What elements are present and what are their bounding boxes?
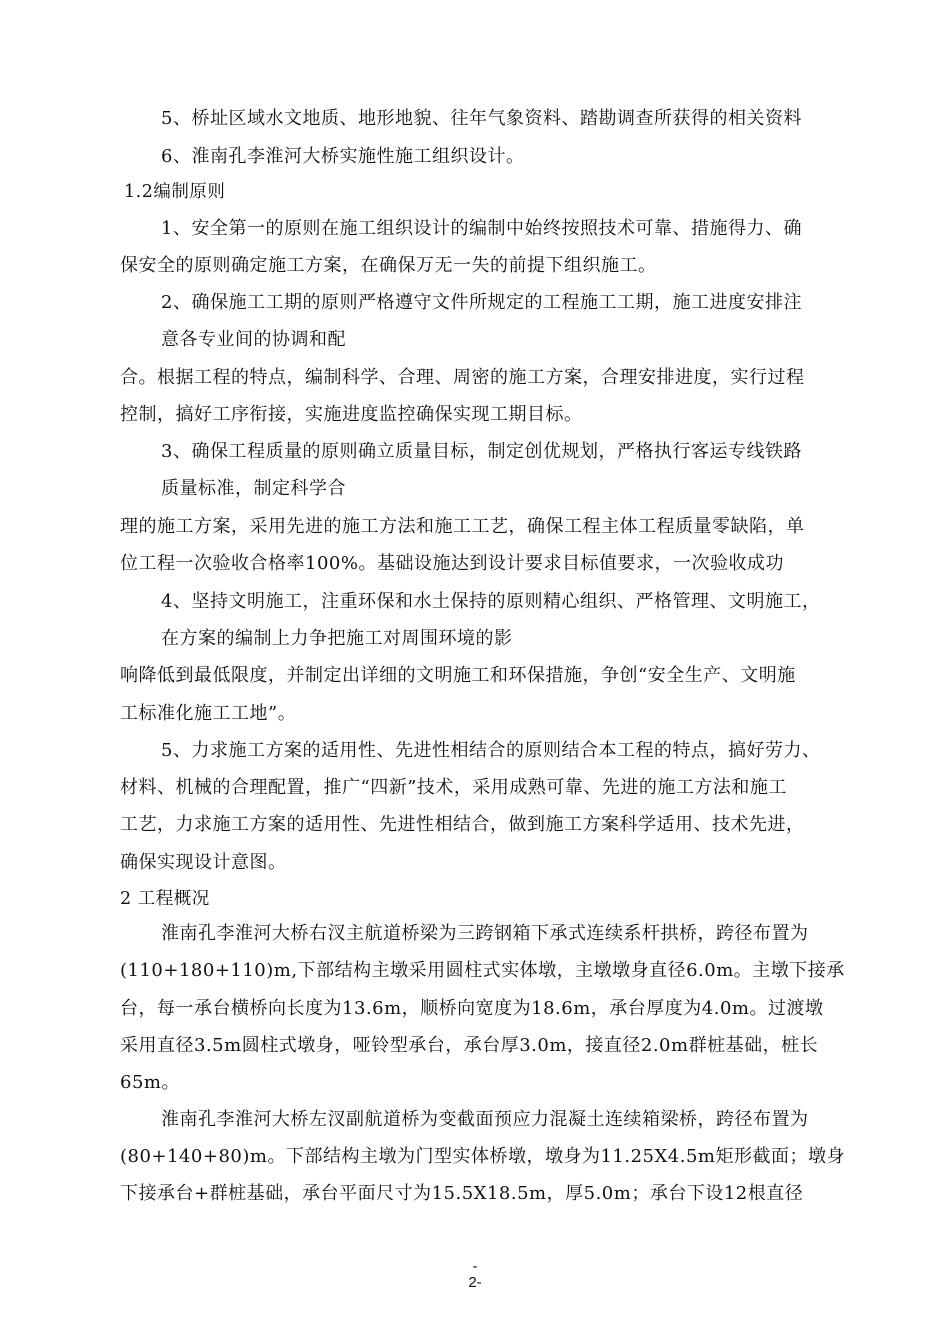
text-line: 5、桥址区域水文地质、地形地貌、往年气象资料、踏勘调查所获得的相关资料 xyxy=(161,108,802,129)
text-line: 淮南孔李淮河大桥右汊主航道桥梁为三跨钢箱下承式连续系杆拱桥，跨径布置为 xyxy=(161,923,809,944)
text-line: 质量标准，制定科学合 xyxy=(161,478,346,499)
text-line: 材料、机械的合理配置，推广“四新”技术，采用成熟可靠、先进的施工方法和施工 xyxy=(120,777,787,798)
text-line: (80+140+80)m。下部结构主墩为门型实体桥墩，墩身为11.25X4.5m矩形截面；墩身 xyxy=(120,1146,845,1167)
section-heading: 2 工程概况 xyxy=(120,889,210,909)
text-line: 2、确保施工工期的原则严格遵守文件所规定的工程施工工期，施工进度安排注 xyxy=(161,292,802,313)
text-line: 理的施工方案，采用先进的施工方法和施工工艺，确保工程主体工程质量零缺陷，单 xyxy=(120,516,805,537)
text-line: 响降低到最低限度，并制定出详细的文明施工和环保措施，争创“安全生产、文明施 xyxy=(120,665,796,686)
text-line: 台，每一承台横桥向长度为13.6m，顺桥向宽度为18.6m，承台厚度为4.0m。过渡墩 xyxy=(120,998,824,1019)
page-footer-dash: - xyxy=(472,1258,478,1275)
text-line: 1、安全第一的原则在施工组织设计的编制中始终按照技术可靠、措施得力、确 xyxy=(161,218,802,239)
page-number: 2- xyxy=(468,1274,482,1291)
text-line: 在方案的编制上力争把施工对周围环境的影 xyxy=(161,628,513,649)
text-line: 保安全的原则确定施工方案，在确保万无一失的前提下组织施工。 xyxy=(120,255,657,276)
text-line: 控制，搞好工序衔接，实施进度监控确保实现工期目标。 xyxy=(120,404,583,425)
text-line: 下接承台+群桩基础，承台平面尺寸为15.5X18.5m，厚5.0m；承台下设12根直径 xyxy=(120,1183,804,1204)
text-line: 淮南孔李淮河大桥左汊副航道桥为变截面预应力混凝土连续箱梁桥，跨径布置为 xyxy=(161,1109,809,1130)
text-line: 确保实现设计意图。 xyxy=(120,852,287,873)
text-line: 65m。 xyxy=(120,1072,180,1093)
section-heading: 1.2编制原则 xyxy=(124,182,226,202)
text-line: 4、坚持文明施工，注重环保和水土保持的原则精心组织、严格管理、文明施工， xyxy=(161,591,821,612)
text-line: 意各专业间的协调和配 xyxy=(161,329,346,350)
text-line: 位工程一次验收合格率100%。基础设施达到设计要求目标值要求，一次验收成功 xyxy=(120,553,784,574)
text-line: 采用直径3.5m圆柱式墩身，哑铃型承台，承台厚3.0m，接直径2.0m群桩基础，桩长 xyxy=(120,1035,819,1056)
text-line: 3、确保工程质量的原则确立质量目标，制定创优规划，严格执行客运专线铁路 xyxy=(161,441,802,462)
text-line: 工标准化施工工地”。 xyxy=(120,703,297,724)
text-line: 工艺，力求施工方案的适用性、先进性相结合，做到施工方案科学适用、技术先进， xyxy=(120,814,805,835)
text-line: 合。根据工程的特点，编制科学、合理、周密的施工方案，合理安排进度，实行过程 xyxy=(120,367,805,388)
text-line: (110+180+110)m,下部结构主墩采用圆柱式实体墩，主墩墩身直径6.0m。主墩下接承 xyxy=(120,960,845,981)
text-line: 5、力求施工方案的适用性、先进性相结合的原则结合本工程的特点，搞好劳力、 xyxy=(161,740,821,761)
text-line: 6、淮南孔李淮河大桥实施性施工组织设计。 xyxy=(161,146,525,167)
